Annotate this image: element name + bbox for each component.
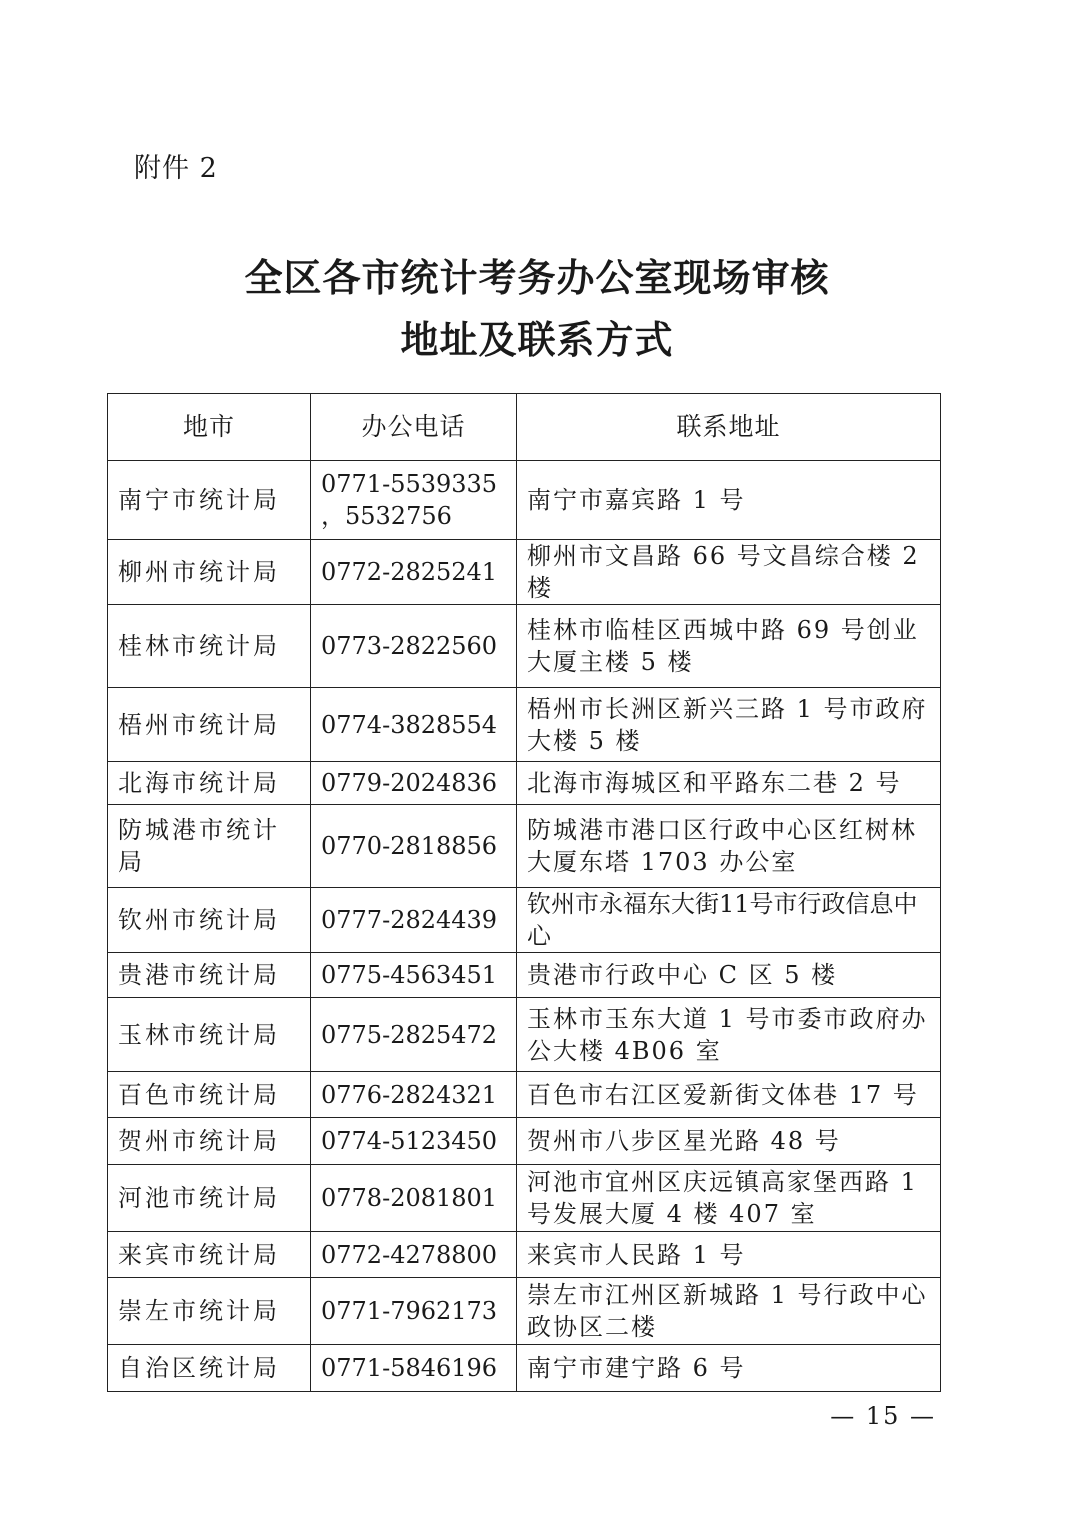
city-cell: 来宾市统计局 — [108, 1232, 311, 1278]
address-cell: 来宾市人民路 1 号 — [517, 1232, 941, 1278]
address-cell: 北海市海城区和平路东二巷 2 号 — [517, 762, 941, 805]
city-cell: 河池市统计局 — [108, 1165, 311, 1232]
city-cell: 防城港市统计局 — [108, 805, 311, 888]
city-cell: 玉林市统计局 — [108, 998, 311, 1072]
table-row — [108, 1345, 941, 1392]
phone-cell: 0771-7962173 — [311, 1278, 517, 1345]
table-row — [108, 953, 941, 998]
phone-cell: 0772-4278800 — [311, 1232, 517, 1278]
city-cell: 北海市统计局 — [108, 762, 311, 805]
document-title-line2: 地址及联系方式 — [400, 318, 674, 362]
city-cell: 梧州市统计局 — [108, 688, 311, 762]
phone-cell: 0772-2825241 — [311, 540, 517, 605]
city-cell: 百色市统计局 — [108, 1072, 311, 1118]
table-row — [108, 1118, 941, 1165]
column-header-city: 地市 — [108, 394, 311, 461]
city-cell: 钦州市统计局 — [108, 888, 311, 953]
city-cell: 桂林市统计局 — [108, 605, 311, 688]
phone-cell: 0771-5539335 ，5532756 — [311, 461, 517, 540]
address-cell: 柳州市文昌路 66 号文昌综合楼 2 楼 — [517, 540, 941, 605]
phone-cell: 0777-2824439 — [311, 888, 517, 953]
address-cell: 南宁市建宁路 6 号 — [517, 1345, 941, 1392]
address-cell: 河池市宜州区庆远镇高家堡西路 1 号发展大厦 4 楼 407 室 — [517, 1165, 941, 1232]
column-header-address: 联系地址 — [517, 394, 941, 461]
table-row — [108, 1232, 941, 1278]
address-cell: 梧州市长洲区新兴三路 1 号市政府大楼 5 楼 — [517, 688, 941, 762]
attachment-label: 附件 2 — [134, 153, 218, 184]
phone-cell: 0776-2824321 — [311, 1072, 517, 1118]
table-row — [108, 805, 941, 888]
address-cell: 防城港市港口区行政中心区红树林大厦东塔 1703 办公室 — [517, 805, 941, 888]
column-header-phone: 办公电话 — [311, 394, 517, 461]
phone-cell: 0774-5123450 — [311, 1118, 517, 1165]
table-row — [108, 888, 941, 953]
phone-cell: 0775-4563451 — [311, 953, 517, 998]
table-row — [108, 605, 941, 688]
table-row — [108, 461, 941, 540]
address-cell: 南宁市嘉宾路 1 号 — [517, 461, 941, 540]
address-cell: 贺州市八步区星光路 48 号 — [517, 1118, 941, 1165]
city-cell: 柳州市统计局 — [108, 540, 311, 605]
city-cell: 崇左市统计局 — [108, 1278, 311, 1345]
phone-cell: 0775-2825472 — [311, 998, 517, 1072]
city-cell: 贵港市统计局 — [108, 953, 311, 998]
phone-cell: 0778-2081801 — [311, 1165, 517, 1232]
document-title-line1: 全区各市统计考务办公室现场审核 — [244, 256, 830, 300]
table-row — [108, 1072, 941, 1118]
contacts-table — [107, 393, 941, 1392]
city-cell: 南宁市统计局 — [108, 461, 311, 540]
address-cell: 贵港市行政中心 C 区 5 楼 — [517, 953, 941, 998]
address-cell: 钦州市永福东大街11号市行政信息中心 — [517, 888, 941, 953]
table-row — [108, 688, 941, 762]
page-number: — 15 — — [830, 1402, 936, 1430]
city-cell: 贺州市统计局 — [108, 1118, 311, 1165]
phone-cell: 0771-5846196 — [311, 1345, 517, 1392]
table-header-row — [108, 394, 941, 461]
table-row — [108, 540, 941, 605]
city-cell: 自治区统计局 — [108, 1345, 311, 1392]
address-cell: 桂林市临桂区西城中路 69 号创业大厦主楼 5 楼 — [517, 605, 941, 688]
address-cell: 玉林市玉东大道 1 号市委市政府办公大楼 4B06 室 — [517, 998, 941, 1072]
table-row — [108, 1165, 941, 1232]
phone-cell: 0774-3828554 — [311, 688, 517, 762]
phone-cell: 0773-2822560 — [311, 605, 517, 688]
phone-cell: 0779-2024836 — [311, 762, 517, 805]
table-row — [108, 1278, 941, 1345]
address-cell: 崇左市江州区新城路 1 号行政中心政协区二楼 — [517, 1278, 941, 1345]
address-cell: 百色市右江区爱新街文体巷 17 号 — [517, 1072, 941, 1118]
phone-cell: 0770-2818856 — [311, 805, 517, 888]
table-row — [108, 762, 941, 805]
table-row — [108, 998, 941, 1072]
